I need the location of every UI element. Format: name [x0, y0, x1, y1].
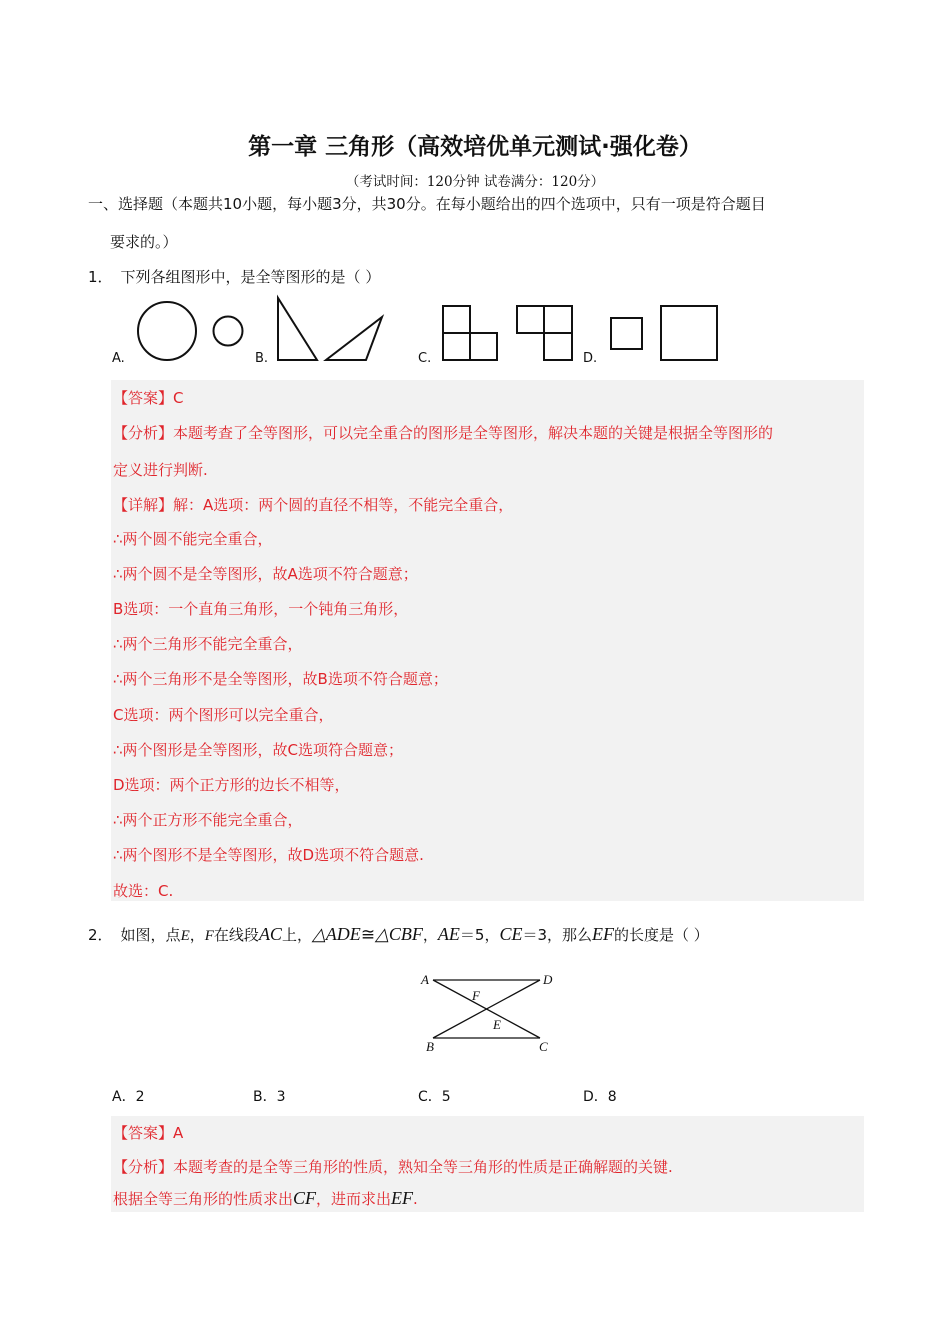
stem-text: ，: [189, 926, 205, 944]
label-B: B: [426, 1039, 434, 1054]
option-d-label: D.: [583, 351, 598, 366]
stem-text: 如图，点: [120, 926, 181, 944]
option-b-label: B.: [255, 351, 269, 366]
section-line-1: 一、选择题（本题共10小题，每小题3分，共30分。在每小题给出的四个选项中，只有一项是符合题目: [88, 195, 766, 213]
option-a-label: A.: [112, 351, 125, 366]
detail-line: ∴两个圆不能完全重合，: [113, 530, 273, 548]
label-C: C: [539, 1039, 548, 1054]
math-triangle-ADE: △ADE: [311, 924, 361, 944]
conclusion-line: 故选：C.: [113, 882, 174, 900]
answer-line: 【答案】C: [113, 389, 184, 407]
answer-box-q2: [111, 1116, 864, 1212]
stem-text: ＝3，那么: [522, 926, 593, 944]
exam-info: （考试时间：120分钟 试卷满分：120分）: [345, 174, 605, 190]
analysis-line: 【分析】本题考查了全等图形，可以完全重合的图形是全等图形，解决本题的关键是根据全等图形的: [113, 424, 774, 442]
detail-line: 【详解】解：A选项：两个圆的直径不相等，不能完全重合，: [113, 496, 514, 514]
analysis-text: 根据全等三角形的性质求出: [113, 1190, 294, 1208]
label-A: A: [421, 972, 429, 987]
label-F: F: [472, 988, 480, 1003]
detail-line: ∴两个三角形不能完全重合，: [113, 635, 303, 653]
label-D: D: [543, 972, 553, 987]
analysis-line: 【分析】本题考查的是全等三角形的性质，熟知全等三角形的性质是正确解题的关键.: [113, 1158, 673, 1176]
math-CF: CF: [293, 1188, 317, 1208]
question-number: 1．: [88, 268, 113, 286]
detail-line: ∴两个图形不是全等图形，故D选项不符合题意.: [113, 846, 424, 864]
detail-line: B选项：一个直角三角形，一个钝角三角形，: [113, 600, 409, 618]
question-stem: 下列各组图形中，是全等图形的是（ ）: [120, 268, 381, 286]
math-CE: CE: [499, 924, 523, 944]
option-b: B．3: [253, 1089, 286, 1105]
analysis-line-cont: 定义进行判断.: [113, 461, 208, 479]
math-EF: EF: [592, 924, 615, 944]
detail-line: C选项：两个图形可以完全重合，: [113, 706, 334, 724]
section-line-2: 要求的。）: [110, 233, 178, 251]
answer-line: 【答案】A: [113, 1124, 184, 1142]
math-AE: AE: [437, 924, 460, 944]
option-c-label: C.: [418, 351, 432, 366]
option-d: D．8: [583, 1089, 617, 1105]
math-EF: EF: [391, 1188, 414, 1208]
math-triangle-CBF: △CBF: [375, 924, 423, 944]
math-congruent: ≅: [360, 925, 376, 944]
math-AC: AC: [258, 924, 282, 944]
stem-text: 上，: [281, 926, 312, 944]
label-E: E: [493, 1017, 501, 1032]
page-title: 第一章 三角形（高效培优单元测试·强化卷）: [248, 134, 702, 160]
math-F: F: [204, 928, 214, 944]
detail-line: ∴两个三角形不是全等图形，故B选项不符合题意；: [113, 670, 448, 688]
stem-text: 在线段: [213, 926, 259, 944]
stem-text: 的长度是（ ）: [614, 926, 709, 944]
stem-text: ，: [422, 926, 438, 944]
option-a: A．2: [112, 1089, 145, 1105]
math-E: E: [180, 928, 190, 944]
detail-line: ∴两个正方形不能完全重合，: [113, 811, 303, 829]
analysis-text: .: [413, 1190, 418, 1208]
analysis-line-cont: [113, 1188, 418, 1209]
stem-text: ＝5，: [459, 926, 500, 944]
option-c: C．5: [418, 1089, 451, 1105]
detail-line: ∴两个图形是全等图形，故C选项符合题意；: [113, 741, 404, 759]
analysis-text: ，进而求出: [316, 1190, 392, 1208]
detail-line: D选项：两个正方形的边长不相等，: [113, 776, 350, 794]
question-number: 2．: [88, 926, 113, 944]
detail-line: ∴两个圆不是全等图形，故A选项不符合题意；: [113, 565, 418, 583]
